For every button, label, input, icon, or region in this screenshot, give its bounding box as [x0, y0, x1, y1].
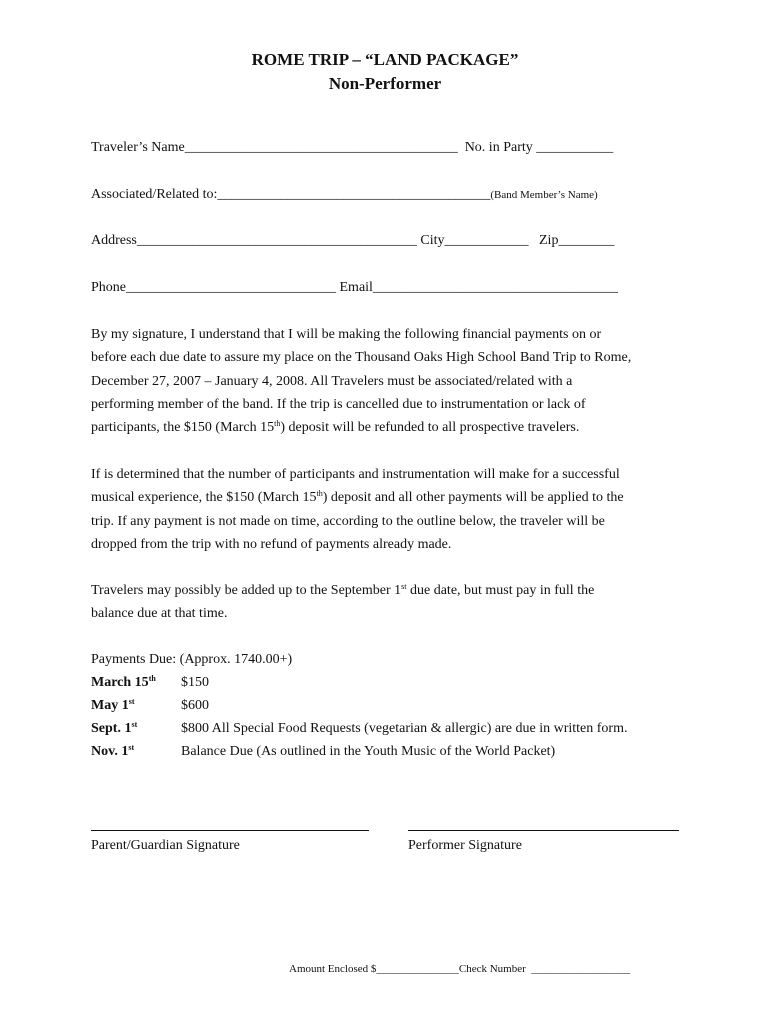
- payments-header: Payments Due: (Approx. 1740.00+): [91, 652, 293, 667]
- paragraph-line: participants, the $150 (March 15th) deposit will be refunded to all prospective travelers.: [91, 419, 580, 436]
- performer-signature-label: Performer Signature: [408, 838, 522, 853]
- paragraph-line: balance due at that time.: [91, 606, 228, 622]
- paragraph-line: before each due date to assure my place on the Thousand Oaks High School Band Trip to Rome,: [91, 350, 632, 366]
- paragraph-line: By my signature, I understand that I will be making the following financial payments on or: [91, 327, 602, 342]
- paragraph-line: dropped from the trip with no refund of payments already made.: [91, 536, 452, 552]
- late-add-paragraph: [91, 579, 691, 626]
- paragraph-line: trip. If any payment is not made on time, according to the outline below, the traveler will be: [91, 513, 605, 529]
- parent-signature-label: Parent/Guardian Signature: [91, 838, 240, 853]
- form-subtitle: Non-Performer: [328, 74, 442, 93]
- associated-label: Associated/Related to:_______________________________________: [91, 187, 491, 202]
- paragraph-line: performing member of the band. If the trip is cancelled due to instrumentation or lack of: [91, 396, 586, 412]
- address-field[interactable]: Address________________________________________ City____________ Zip________: [91, 233, 615, 248]
- agreement-paragraph: [91, 323, 691, 439]
- paragraph-line: Travelers may possibly be added up to the September 1st due date, but must pay in full the: [91, 582, 595, 598]
- associated-field[interactable]: [91, 187, 598, 203]
- paragraph-line: December 27, 2007 – January 4, 2008. All Travelers must be associated/related with a: [91, 373, 573, 389]
- performer-signature-line[interactable]: [408, 830, 679, 831]
- form-title: ROME TRIP – “LAND PACKAGE”: [251, 50, 519, 69]
- traveler-name-field[interactable]: Traveler’s Name_______________________________________ No. in Party ___________: [91, 140, 614, 155]
- payment-row: Sept. 1st $800 All Special Food Requests (vegetarian & allergic) are due in written form.: [91, 720, 628, 736]
- phone-email-field[interactable]: Phone______________________________ Email___________________________________: [91, 280, 618, 295]
- band-member-hint: (Band Member’s Name): [490, 189, 598, 201]
- parent-signature-line[interactable]: [91, 830, 369, 831]
- payment-row: March 15th $150: [91, 674, 209, 690]
- paragraph-line: If is determined that the number of participants and instrumentation will make for a successful: [91, 467, 620, 482]
- payment-footer[interactable]: Amount Enclosed $_______________Check Number __________________: [289, 963, 631, 975]
- payment-row: Nov. 1st Balance Due (As outlined in the Youth Music of the World Packet): [91, 743, 556, 759]
- payment-row: May 1st $600: [91, 697, 209, 713]
- conditions-paragraph: [91, 463, 691, 556]
- paragraph-line: musical experience, the $150 (March 15th) deposit and all other payments will be applied to the: [91, 489, 624, 506]
